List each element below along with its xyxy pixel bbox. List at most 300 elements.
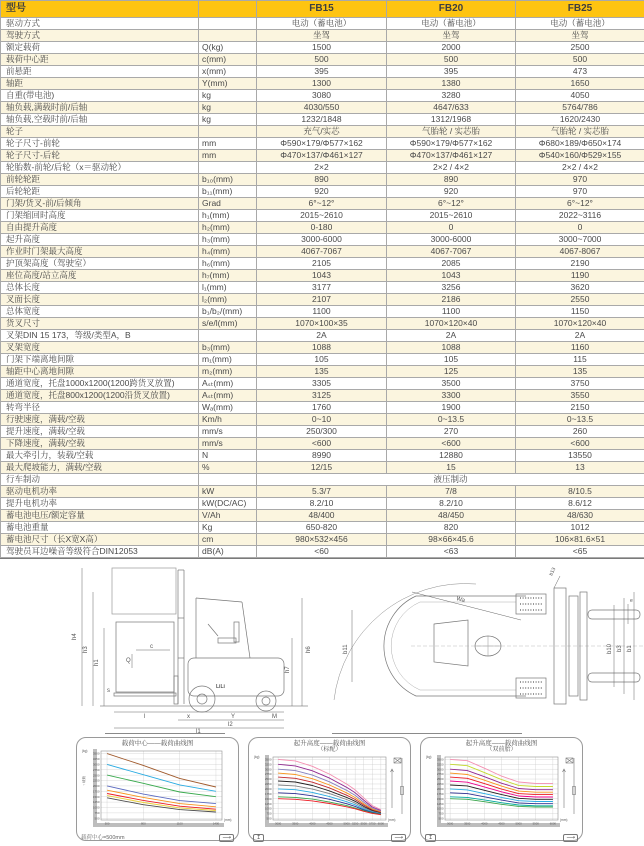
svg-text:5500: 5500 — [532, 821, 539, 826]
spec-row — [1, 378, 644, 390]
spec-value: Φ590×179/Φ577×162 — [387, 138, 516, 150]
spec-row — [1, 342, 644, 354]
spec-row — [1, 246, 644, 258]
spec-unit: h₆(mm) — [199, 258, 257, 270]
dim-b10-label: b10 — [607, 643, 613, 654]
svg-text:2000: 2000 — [264, 787, 272, 792]
dim-h6-label: h6 — [306, 646, 312, 653]
spec-value: 1900 — [387, 402, 516, 414]
spec-label: 货叉尺寸 — [1, 318, 199, 330]
spec-row — [1, 126, 644, 138]
spec-row — [1, 306, 644, 318]
svg-text:2500: 2500 — [92, 773, 100, 778]
svg-text:3500: 3500 — [464, 821, 471, 826]
spec-row — [1, 114, 644, 126]
spec-row — [1, 138, 644, 150]
spec-value: 4067-7067 — [257, 246, 387, 258]
svg-text:3500: 3500 — [264, 757, 272, 762]
spec-value: 890 — [387, 174, 516, 186]
spec-value: 2085 — [387, 258, 516, 270]
spec-unit — [199, 474, 257, 486]
spec-unit: s/e/l(mm) — [199, 318, 257, 330]
spec-row — [1, 54, 644, 66]
spec-label: 蓄电池尺寸（长X宽X高） — [1, 534, 199, 546]
spec-label: 护顶架高度（驾驶室） — [1, 258, 199, 270]
spec-value: 105 — [387, 354, 516, 366]
spec-value: 6°~12° — [387, 198, 516, 210]
spec-label: 下降速度，满载/空载 — [1, 438, 199, 450]
spec-label: 轮胎数-前轮/后轮（x＝驱动轮） — [1, 162, 199, 174]
spec-value: 1650 — [516, 78, 644, 90]
svg-text:1500: 1500 — [436, 797, 444, 802]
spec-value: 2A — [257, 330, 387, 342]
svg-text:1250: 1250 — [264, 802, 272, 807]
dim-l2-label: l2 — [228, 722, 233, 728]
svg-text:3000: 3000 — [264, 767, 272, 772]
spec-value: 1500 — [257, 42, 387, 54]
spec-value: 3620 — [516, 282, 644, 294]
svg-text:1250: 1250 — [436, 802, 444, 807]
svg-text:3250: 3250 — [92, 757, 100, 762]
spec-value: Φ540×160/Φ529×155 — [516, 150, 644, 162]
lift-height-icon: ↥ — [253, 834, 264, 842]
spec-row — [1, 258, 644, 270]
svg-text:800: 800 — [141, 821, 146, 826]
spec-value: 1150 — [516, 306, 644, 318]
spec-value: 坐驾 — [516, 30, 644, 42]
spec-value: 13 — [516, 462, 644, 474]
spec-value: <600 — [257, 438, 387, 450]
spec-unit: Grad — [199, 198, 257, 210]
spec-label: 轮子尺寸-后轮 — [1, 150, 199, 162]
spec-unit: b₁₁(mm) — [199, 186, 257, 198]
svg-text:500: 500 — [104, 821, 110, 826]
spec-value: 1070×120×40 — [516, 318, 644, 330]
spec-value: 105 — [257, 354, 387, 366]
spec-label: 轮子 — [1, 126, 199, 138]
svg-text:2250: 2250 — [436, 782, 444, 787]
spec-unit: kW(DC/AC) — [199, 498, 257, 510]
spec-value: 0-180 — [257, 222, 387, 234]
spec-value: 4067-8067 — [516, 246, 644, 258]
spec-row — [1, 318, 644, 330]
spec-value: 4067-7067 — [387, 246, 516, 258]
spec-value: <65 — [516, 546, 644, 558]
spec-value: 500 — [257, 54, 387, 66]
spec-value: Φ470×137/Φ461×127 — [257, 150, 387, 162]
svg-text:3000: 3000 — [275, 821, 282, 826]
spec-value: 3750 — [516, 378, 644, 390]
spec-unit: l₁(mm) — [199, 282, 257, 294]
spec-label: 额定载荷 — [1, 42, 199, 54]
spec-row — [1, 294, 644, 306]
spec-value: 3550 — [516, 390, 644, 402]
svg-text:1500: 1500 — [264, 797, 272, 802]
spec-value: 3256 — [387, 282, 516, 294]
dim-l1-label: l1 — [196, 729, 201, 734]
spec-value: 250/300 — [257, 426, 387, 438]
chart-footer — [253, 834, 406, 842]
spec-label: 蓄电池电压/额定容量 — [1, 510, 199, 522]
spec-unit — [199, 330, 257, 342]
svg-text:3250: 3250 — [436, 762, 444, 767]
spec-value: 48/450 — [387, 510, 516, 522]
spec-value: 920 — [257, 186, 387, 198]
spec-value: 48/630 — [516, 510, 644, 522]
spec-value: 1100 — [257, 306, 387, 318]
spec-value: 980×532×456 — [257, 534, 387, 546]
spec-unit: dB(A) — [199, 546, 257, 558]
spec-value: 6°~12° — [516, 198, 644, 210]
svg-text:500: 500 — [438, 816, 444, 821]
chart-plot — [81, 747, 234, 829]
spec-row — [1, 174, 644, 186]
spec-row — [1, 462, 644, 474]
spec-label: 转弯半径 — [1, 402, 199, 414]
svg-text:4000: 4000 — [309, 821, 316, 826]
spec-value: 2015~2610 — [257, 210, 387, 222]
svg-text:1250: 1250 — [92, 800, 100, 805]
spec-value: 48/400 — [257, 510, 387, 522]
spec-row — [1, 354, 644, 366]
spec-value: 4050 — [516, 90, 644, 102]
svg-text:4500: 4500 — [498, 821, 505, 826]
spec-label: 驾驶方式 — [1, 30, 199, 42]
spec-value: 500 — [387, 54, 516, 66]
spec-row — [1, 450, 644, 462]
spec-label: 驱动电机功率 — [1, 486, 199, 498]
svg-text:3500: 3500 — [436, 757, 444, 762]
chart-footer-note: 载荷中心=500mm — [81, 834, 125, 841]
spec-label: 轴负载,空载时前/后轴 — [1, 114, 199, 126]
svg-text:1500: 1500 — [92, 795, 100, 800]
load-distance-icon: ⟶ — [219, 834, 234, 842]
lift-height-icon: ↥ — [425, 834, 436, 842]
spec-value: <63 — [387, 546, 516, 558]
chart-footer — [425, 834, 578, 842]
spec-value: 260 — [516, 426, 644, 438]
spec-value: 1012 — [516, 522, 644, 534]
spec-label: 轮子尺寸-前轮 — [1, 138, 199, 150]
spec-value: 0 — [516, 222, 644, 234]
spec-label: 起升高度 — [1, 234, 199, 246]
spec-unit: N — [199, 450, 257, 462]
spec-value: 电动（蓄电池） — [257, 18, 387, 30]
spec-value: 3080 — [257, 90, 387, 102]
svg-text:1000: 1000 — [92, 806, 100, 811]
spec-value: 3125 — [257, 390, 387, 402]
spec-value: 0~13.5 — [387, 414, 516, 426]
spec-label: 座位高度/站立高度 — [1, 270, 199, 282]
spec-row — [1, 78, 644, 90]
spec-value: 2150 — [516, 402, 644, 414]
dim-q-label: Q — [126, 658, 131, 664]
forklift-travel-icon: ⟶ — [563, 834, 578, 842]
spec-label: 轴负载,满载时前/后轴 — [1, 102, 199, 114]
spec-unit: kg — [199, 114, 257, 126]
spec-unit: kg — [199, 102, 257, 114]
svg-text:5250: 5250 — [352, 821, 359, 826]
svg-text:2500: 2500 — [264, 777, 272, 782]
spec-value: 2015~2610 — [387, 210, 516, 222]
dim-b3-label: b3 — [617, 645, 623, 652]
spec-value: 650-820 — [257, 522, 387, 534]
spec-unit — [199, 30, 257, 42]
spec-value: 气胎轮 / 实芯胎 — [387, 126, 516, 138]
spec-value: Φ470×137/Φ461×127 — [387, 150, 516, 162]
spec-row — [1, 18, 644, 30]
svg-text:750: 750 — [266, 812, 272, 817]
spec-label: 驱动方式 — [1, 18, 199, 30]
svg-text:5750: 5750 — [369, 821, 376, 826]
svg-text:3250: 3250 — [264, 762, 272, 767]
forklift-top-view-diagram — [316, 558, 644, 734]
spec-label: 轴距 — [1, 78, 199, 90]
chart-subtitle: （双前胎） — [486, 747, 517, 754]
spec-value: 8/10.5 — [516, 486, 644, 498]
spec-value: 15 — [387, 462, 516, 474]
dim-b1-label: b1 — [627, 645, 633, 652]
spec-value: 3000~7000 — [516, 234, 644, 246]
spec-unit: Q(kg) — [199, 42, 257, 54]
svg-text:(mm): (mm) — [224, 818, 232, 823]
spec-value: 8.6/12 — [516, 498, 644, 510]
spec-value: 2186 — [387, 294, 516, 306]
chart-title: 起升高度——载荷曲线图 — [465, 740, 538, 747]
spec-value: 1312/1968 — [387, 114, 516, 126]
spec-row — [1, 222, 644, 234]
spec-value: 3305 — [257, 378, 387, 390]
spec-unit: Aₛₜ(mm) — [199, 390, 257, 402]
spec-unit: c(mm) — [199, 54, 257, 66]
spec-label: 提升速度，满载/空载 — [1, 426, 199, 438]
lift-height-curve-standard-chart — [248, 737, 411, 841]
spec-unit: h₃(mm) — [199, 234, 257, 246]
svg-text:1750: 1750 — [436, 792, 444, 797]
svg-text:4500: 4500 — [326, 821, 333, 826]
spec-value: <600 — [516, 438, 644, 450]
spec-value: 1160 — [516, 342, 644, 354]
dim-b13-label: b13 — [548, 566, 558, 577]
spec-value: 2A — [387, 330, 516, 342]
spec-value: 8.2/10 — [387, 498, 516, 510]
spec-label: 行车制动 — [1, 474, 199, 486]
spec-unit: b₁/b₂/(mm) — [199, 306, 257, 318]
spec-value: 970 — [516, 186, 644, 198]
svg-text:3000: 3000 — [92, 762, 100, 767]
svg-text:2750: 2750 — [92, 768, 100, 773]
spec-row — [1, 66, 644, 78]
spec-row — [1, 198, 644, 210]
spec-row — [1, 426, 644, 438]
svg-text:4000: 4000 — [481, 821, 488, 826]
dim-x-label: x — [187, 714, 190, 720]
svg-text:2500: 2500 — [436, 777, 444, 782]
spec-unit: mm/s — [199, 438, 257, 450]
spec-value: 12/15 — [257, 462, 387, 474]
spec-label: 门架下端离地间隙 — [1, 354, 199, 366]
spec-value: 1070×100×35 — [257, 318, 387, 330]
spec-value: 135 — [257, 366, 387, 378]
spec-unit: Y(mm) — [199, 78, 257, 90]
forklift-side-view-diagram — [70, 558, 320, 734]
spec-value: 6°~12° — [257, 198, 387, 210]
spec-header-row — [1, 1, 644, 18]
spec-value: 0 — [387, 222, 516, 234]
spec-value: 1088 — [387, 342, 516, 354]
svg-text:(kg): (kg) — [254, 755, 260, 760]
spec-value: 液压制动 — [257, 474, 644, 486]
spec-value: 2000 — [387, 42, 516, 54]
spec-unit: h₁(mm) — [199, 210, 257, 222]
spec-value: 395 — [387, 66, 516, 78]
spec-value: 2105 — [257, 258, 387, 270]
spec-row — [1, 402, 644, 414]
spec-row — [1, 282, 644, 294]
spec-label: 最大牵引力，装载/空载 — [1, 450, 199, 462]
spec-value: 395 — [257, 66, 387, 78]
svg-text:1000: 1000 — [264, 807, 272, 812]
spec-row — [1, 510, 644, 522]
spec-value: 0~10 — [257, 414, 387, 426]
spec-row — [1, 522, 644, 534]
spec-row — [1, 186, 644, 198]
spec-unit: h₂(mm) — [199, 222, 257, 234]
spec-value: 1190 — [516, 270, 644, 282]
svg-text:1750: 1750 — [92, 789, 100, 794]
dim-y-label: Y — [231, 714, 236, 720]
svg-text:2250: 2250 — [92, 779, 100, 784]
spec-value: 890 — [257, 174, 387, 186]
model-header-label: 型号 — [1, 1, 199, 18]
spec-label: 通道宽度，托盘800x1200(1200沿货叉放置) — [1, 390, 199, 402]
spec-value: 电动（蓄电池） — [387, 18, 516, 30]
spec-row — [1, 474, 644, 486]
spec-label: 蓄电池重量 — [1, 522, 199, 534]
spec-value: 270 — [387, 426, 516, 438]
spec-label: 驾驶员耳边噪音等级符合DIN12053 — [1, 546, 199, 558]
spec-value: 820 — [387, 522, 516, 534]
spec-row — [1, 498, 644, 510]
spec-row — [1, 30, 644, 42]
svg-text:1400: 1400 — [212, 821, 220, 826]
forklift-travel-icon: ⟶ — [391, 834, 406, 842]
spec-label: 自重(带电池) — [1, 90, 199, 102]
spec-value: 5.3/7 — [257, 486, 387, 498]
spec-unit: mm — [199, 138, 257, 150]
svg-text:2000: 2000 — [436, 787, 444, 792]
dim-wa-label: Wa — [455, 596, 466, 605]
spec-value: 2107 — [257, 294, 387, 306]
svg-text:↑ 载荷: ↑ 载荷 — [82, 776, 86, 787]
spec-unit: mm/s — [199, 426, 257, 438]
spec-value: Φ590×179/Φ577×162 — [257, 138, 387, 150]
spec-unit: % — [199, 462, 257, 474]
svg-text:1000: 1000 — [436, 807, 444, 812]
spec-row — [1, 534, 644, 546]
spec-value: 115 — [516, 354, 644, 366]
spec-value: 7/8 — [387, 486, 516, 498]
svg-text:3500: 3500 — [92, 752, 100, 757]
dim-h1-label: h1 — [94, 659, 100, 666]
spec-row — [1, 102, 644, 114]
spec-unit: b₃(mm) — [199, 342, 257, 354]
svg-text:(mm): (mm) — [560, 818, 568, 823]
spec-value: 1088 — [257, 342, 387, 354]
svg-text:5000: 5000 — [343, 821, 350, 826]
spec-value: 充气/实芯 — [257, 126, 387, 138]
svg-text:3000: 3000 — [447, 821, 454, 826]
spec-value: 0~13.5 — [516, 414, 644, 426]
svg-text:6000: 6000 — [377, 821, 384, 826]
spec-value: <60 — [257, 546, 387, 558]
spec-value: 2190 — [516, 258, 644, 270]
dim-e-label: e — [630, 598, 633, 604]
spec-value: 1070×120×40 — [387, 318, 516, 330]
spec-unit: m₂(mm) — [199, 366, 257, 378]
model-col-fb20: FB20 — [387, 1, 516, 18]
spec-label: 作业时门架最大高度 — [1, 246, 199, 258]
spec-label: 叉面长度 — [1, 294, 199, 306]
lift-height-curve-dual-tire-chart — [420, 737, 583, 841]
dim-s-label: s — [107, 688, 110, 694]
svg-text:500: 500 — [266, 816, 272, 821]
spec-value: <600 — [387, 438, 516, 450]
spec-value: 970 — [516, 174, 644, 186]
svg-text:1750: 1750 — [264, 792, 272, 797]
spec-value: 125 — [387, 366, 516, 378]
spec-label: 行驶速度，满载/空载 — [1, 414, 199, 426]
ground-line-right — [332, 733, 522, 734]
spec-label: 前悬距 — [1, 66, 199, 78]
spec-unit: h₇(mm) — [199, 270, 257, 282]
spec-value: 3300 — [387, 390, 516, 402]
model-col-fb25: FB25 — [516, 1, 644, 18]
spec-value: 98×66×45.6 — [387, 534, 516, 546]
brand-logo: LiLi — [216, 684, 225, 690]
spec-value: 12880 — [387, 450, 516, 462]
spec-label: 最大爬坡能力，满载/空载 — [1, 462, 199, 474]
spec-row — [1, 486, 644, 498]
chart-subtitle: （标配） — [317, 747, 342, 754]
dim-h7-label: h7 — [285, 666, 291, 673]
spec-unit: h₄(mm) — [199, 246, 257, 258]
svg-text:2000: 2000 — [92, 784, 100, 789]
spec-row — [1, 90, 644, 102]
unit-header-cell — [199, 1, 257, 18]
dim-b11-label: b11 — [343, 644, 349, 654]
svg-text:(kg): (kg) — [82, 749, 88, 754]
svg-text:750: 750 — [438, 812, 444, 817]
svg-text:2750: 2750 — [436, 772, 444, 777]
spec-label: 前轮轮距 — [1, 174, 199, 186]
svg-text:(mm): (mm) — [388, 818, 396, 823]
spec-row — [1, 330, 644, 342]
spec-value: 坐驾 — [387, 30, 516, 42]
spec-value: 2×2 — [257, 162, 387, 174]
spec-value: 13550 — [516, 450, 644, 462]
svg-text:5000: 5000 — [515, 821, 522, 826]
spec-unit — [199, 162, 257, 174]
spec-row — [1, 270, 644, 282]
spec-value: 气胎轮 / 实芯胎 — [516, 126, 644, 138]
dim-m-label: M — [272, 714, 277, 720]
spec-value: 3177 — [257, 282, 387, 294]
spec-value: 1043 — [387, 270, 516, 282]
svg-text:3000: 3000 — [436, 767, 444, 772]
spec-row — [1, 234, 644, 246]
load-curve-charts — [76, 737, 644, 841]
